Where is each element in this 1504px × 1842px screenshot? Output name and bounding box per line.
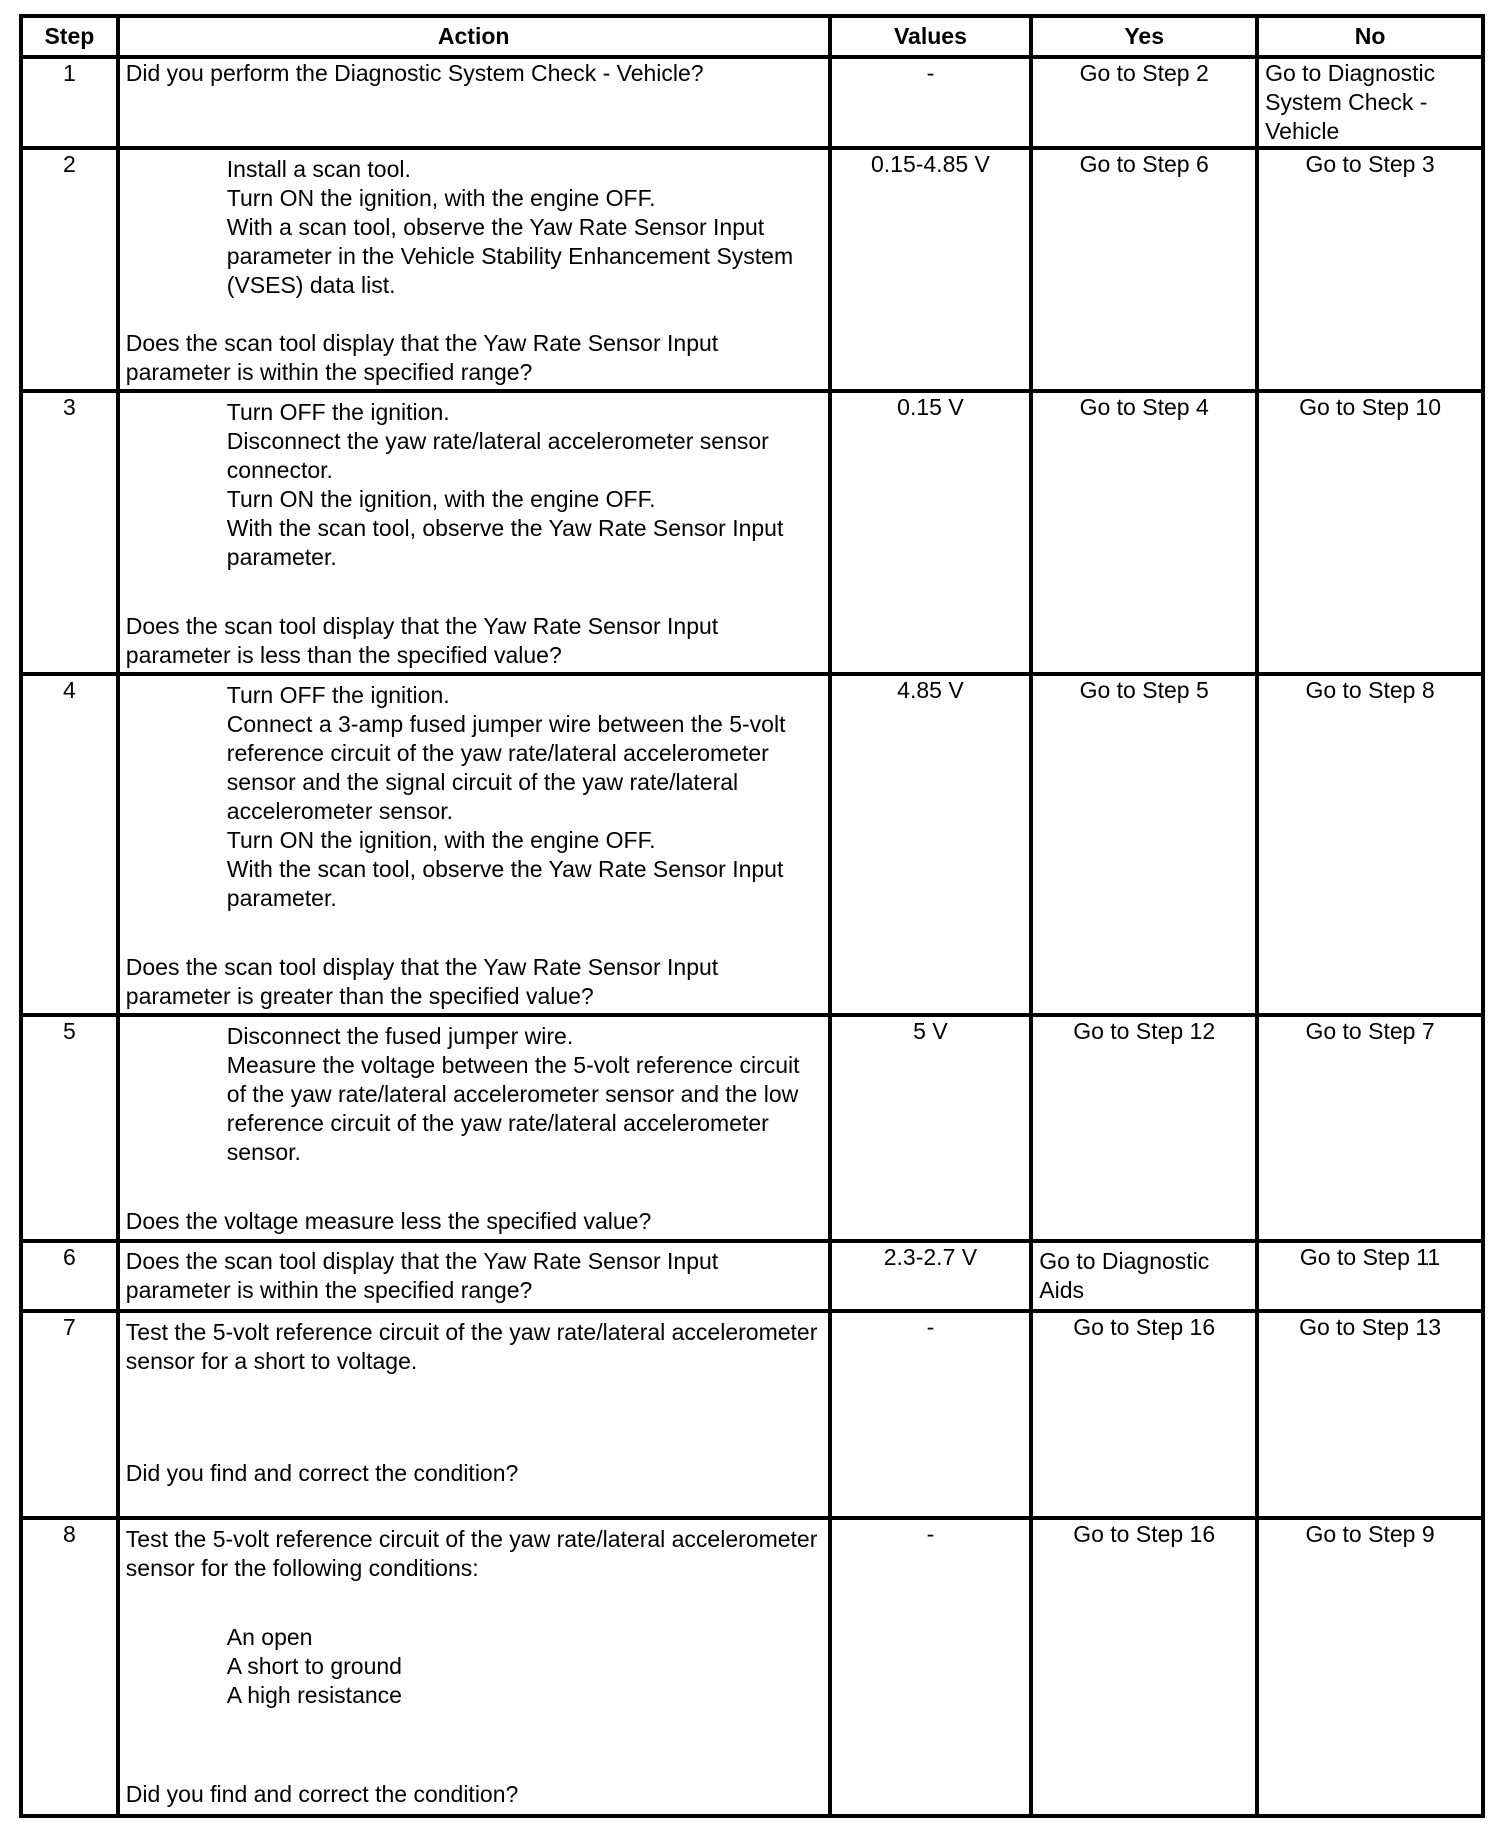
table-row — [21, 674, 1483, 1015]
action-cell — [118, 1311, 830, 1518]
action-cell — [118, 1015, 830, 1241]
step-number: 6 — [21, 1241, 118, 1311]
yes-cell: Go to Step 5 — [1031, 674, 1257, 1015]
no-cell: Go to Diagnostic System Check - Vehicle — [1257, 57, 1483, 148]
value-cell: - — [830, 1518, 1032, 1816]
action-question: Does the scan tool display that the Yaw Rate Sensor Input parameter is within the specified range? — [125, 1248, 719, 1303]
table-row — [21, 1241, 1483, 1311]
step-number: 5 — [21, 1015, 118, 1241]
header-action: Action — [118, 16, 830, 57]
value-cell: 4.85 V — [830, 674, 1032, 1015]
value-cell: 0.15 V — [830, 391, 1032, 674]
condition-item: An open — [226, 1624, 313, 1650]
action-cell — [118, 1241, 830, 1311]
substep: Turn ON the ignition, with the engine OFF. — [226, 486, 656, 512]
no-cell: Go to Step 10 — [1257, 391, 1483, 674]
substep: Disconnect the fused jumper wire. — [226, 1023, 574, 1049]
substep-list — [126, 398, 822, 572]
step-number: 3 — [21, 391, 118, 674]
table-row — [21, 1311, 1483, 1518]
condition-list — [126, 1623, 822, 1710]
header-yes: Yes — [1031, 16, 1257, 57]
substep: Connect a 3-amp fused jumper wire between the 5-volt reference circuit of the yaw rate/lateral accelerometer sensor and the signal circuit of the yaw rate/lateral accelerometer sensor. — [226, 711, 792, 824]
step-number: 1 — [21, 57, 118, 148]
step-number: 2 — [21, 148, 118, 391]
header-step: Step — [21, 16, 118, 57]
action-question: Did you perform the Diagnostic System Check - Vehicle? — [125, 60, 704, 86]
value-cell: 5 V — [830, 1015, 1032, 1241]
action-question: Does the scan tool display that the Yaw Rate Sensor Input parameter is greater than the specified value? — [125, 954, 719, 1009]
step-number: 7 — [21, 1311, 118, 1518]
substep: Install a scan tool. — [226, 156, 411, 182]
condition-item: A short to ground — [226, 1653, 402, 1679]
action-cell — [118, 1518, 830, 1816]
no-cell: Go to Step 3 — [1257, 148, 1483, 391]
value-cell: - — [830, 57, 1032, 148]
table-row — [21, 1015, 1483, 1241]
table-row — [21, 391, 1483, 674]
header-row — [21, 16, 1483, 57]
action-intro: Test the 5-volt reference circuit of the yaw rate/lateral accelerometer sensor for the following conditions: — [125, 1526, 818, 1581]
yes-cell: Go to Step 4 — [1031, 391, 1257, 674]
action-question: Did you find and correct the condition? — [125, 1781, 519, 1807]
table-row — [21, 1518, 1483, 1816]
yes-cell: Go to Step 16 — [1031, 1311, 1257, 1518]
no-cell: Go to Step 11 — [1257, 1241, 1483, 1311]
no-cell: Go to Step 8 — [1257, 674, 1483, 1015]
no-cell: Go to Step 7 — [1257, 1015, 1483, 1241]
substep: With the scan tool, observe the Yaw Rate Sensor Input parameter. — [226, 515, 790, 570]
yes-cell: Go to Step 6 — [1031, 148, 1257, 391]
yes-cell: Go to Step 16 — [1031, 1518, 1257, 1816]
yes-cell: Go to Diagnostic Aids — [1031, 1241, 1257, 1311]
substep: With a scan tool, observe the Yaw Rate Sensor Input parameter in the Vehicle Stability Enhancement System (VSES) data list. — [226, 214, 800, 298]
yes-cell: Go to Step 2 — [1031, 57, 1257, 148]
action-question: Did you find and correct the condition? — [125, 1460, 519, 1486]
substep: Measure the voltage between the 5-volt reference circuit of the yaw rate/lateral accelerometer sensor and the low reference circuit of the yaw rate/lateral accelerometer sensor. — [226, 1052, 806, 1165]
action-cell — [118, 148, 830, 391]
no-cell: Go to Step 13 — [1257, 1311, 1483, 1518]
step-number: 4 — [21, 674, 118, 1015]
substep: Turn OFF the ignition. — [226, 399, 450, 425]
table-row — [21, 57, 1483, 148]
action-cell — [118, 57, 830, 148]
diagnostic-table — [19, 14, 1485, 1818]
substep-list — [126, 1022, 822, 1167]
action-intro: Test the 5-volt reference circuit of the yaw rate/lateral accelerometer sensor for a short to voltage. — [125, 1319, 818, 1374]
substep: Turn OFF the ignition. — [226, 682, 450, 708]
header-values: Values — [830, 16, 1032, 57]
action-cell — [118, 674, 830, 1015]
header-no: No — [1257, 16, 1483, 57]
action-cell — [118, 391, 830, 674]
value-cell: 2.3-2.7 V — [830, 1241, 1032, 1311]
substep: Disconnect the yaw rate/lateral accelerometer sensor connector. — [226, 428, 776, 483]
action-question: Does the scan tool display that the Yaw Rate Sensor Input parameter is less than the specified value? — [125, 613, 719, 668]
value-cell: 0.15-4.85 V — [830, 148, 1032, 391]
substep: Turn ON the ignition, with the engine OFF. — [226, 185, 656, 211]
value-cell: - — [830, 1311, 1032, 1518]
action-question: Does the voltage measure less the specified value? — [125, 1208, 652, 1234]
step-number: 8 — [21, 1518, 118, 1816]
action-question: Does the scan tool display that the Yaw Rate Sensor Input parameter is within the specified range? — [125, 330, 719, 385]
condition-item: A high resistance — [226, 1682, 402, 1708]
substep-list — [126, 155, 822, 300]
yes-cell: Go to Step 12 — [1031, 1015, 1257, 1241]
substep-list — [126, 681, 822, 913]
substep: Turn ON the ignition, with the engine OFF. — [226, 827, 656, 853]
table-row — [21, 148, 1483, 391]
no-cell: Go to Step 9 — [1257, 1518, 1483, 1816]
substep: With the scan tool, observe the Yaw Rate Sensor Input parameter. — [226, 856, 790, 911]
